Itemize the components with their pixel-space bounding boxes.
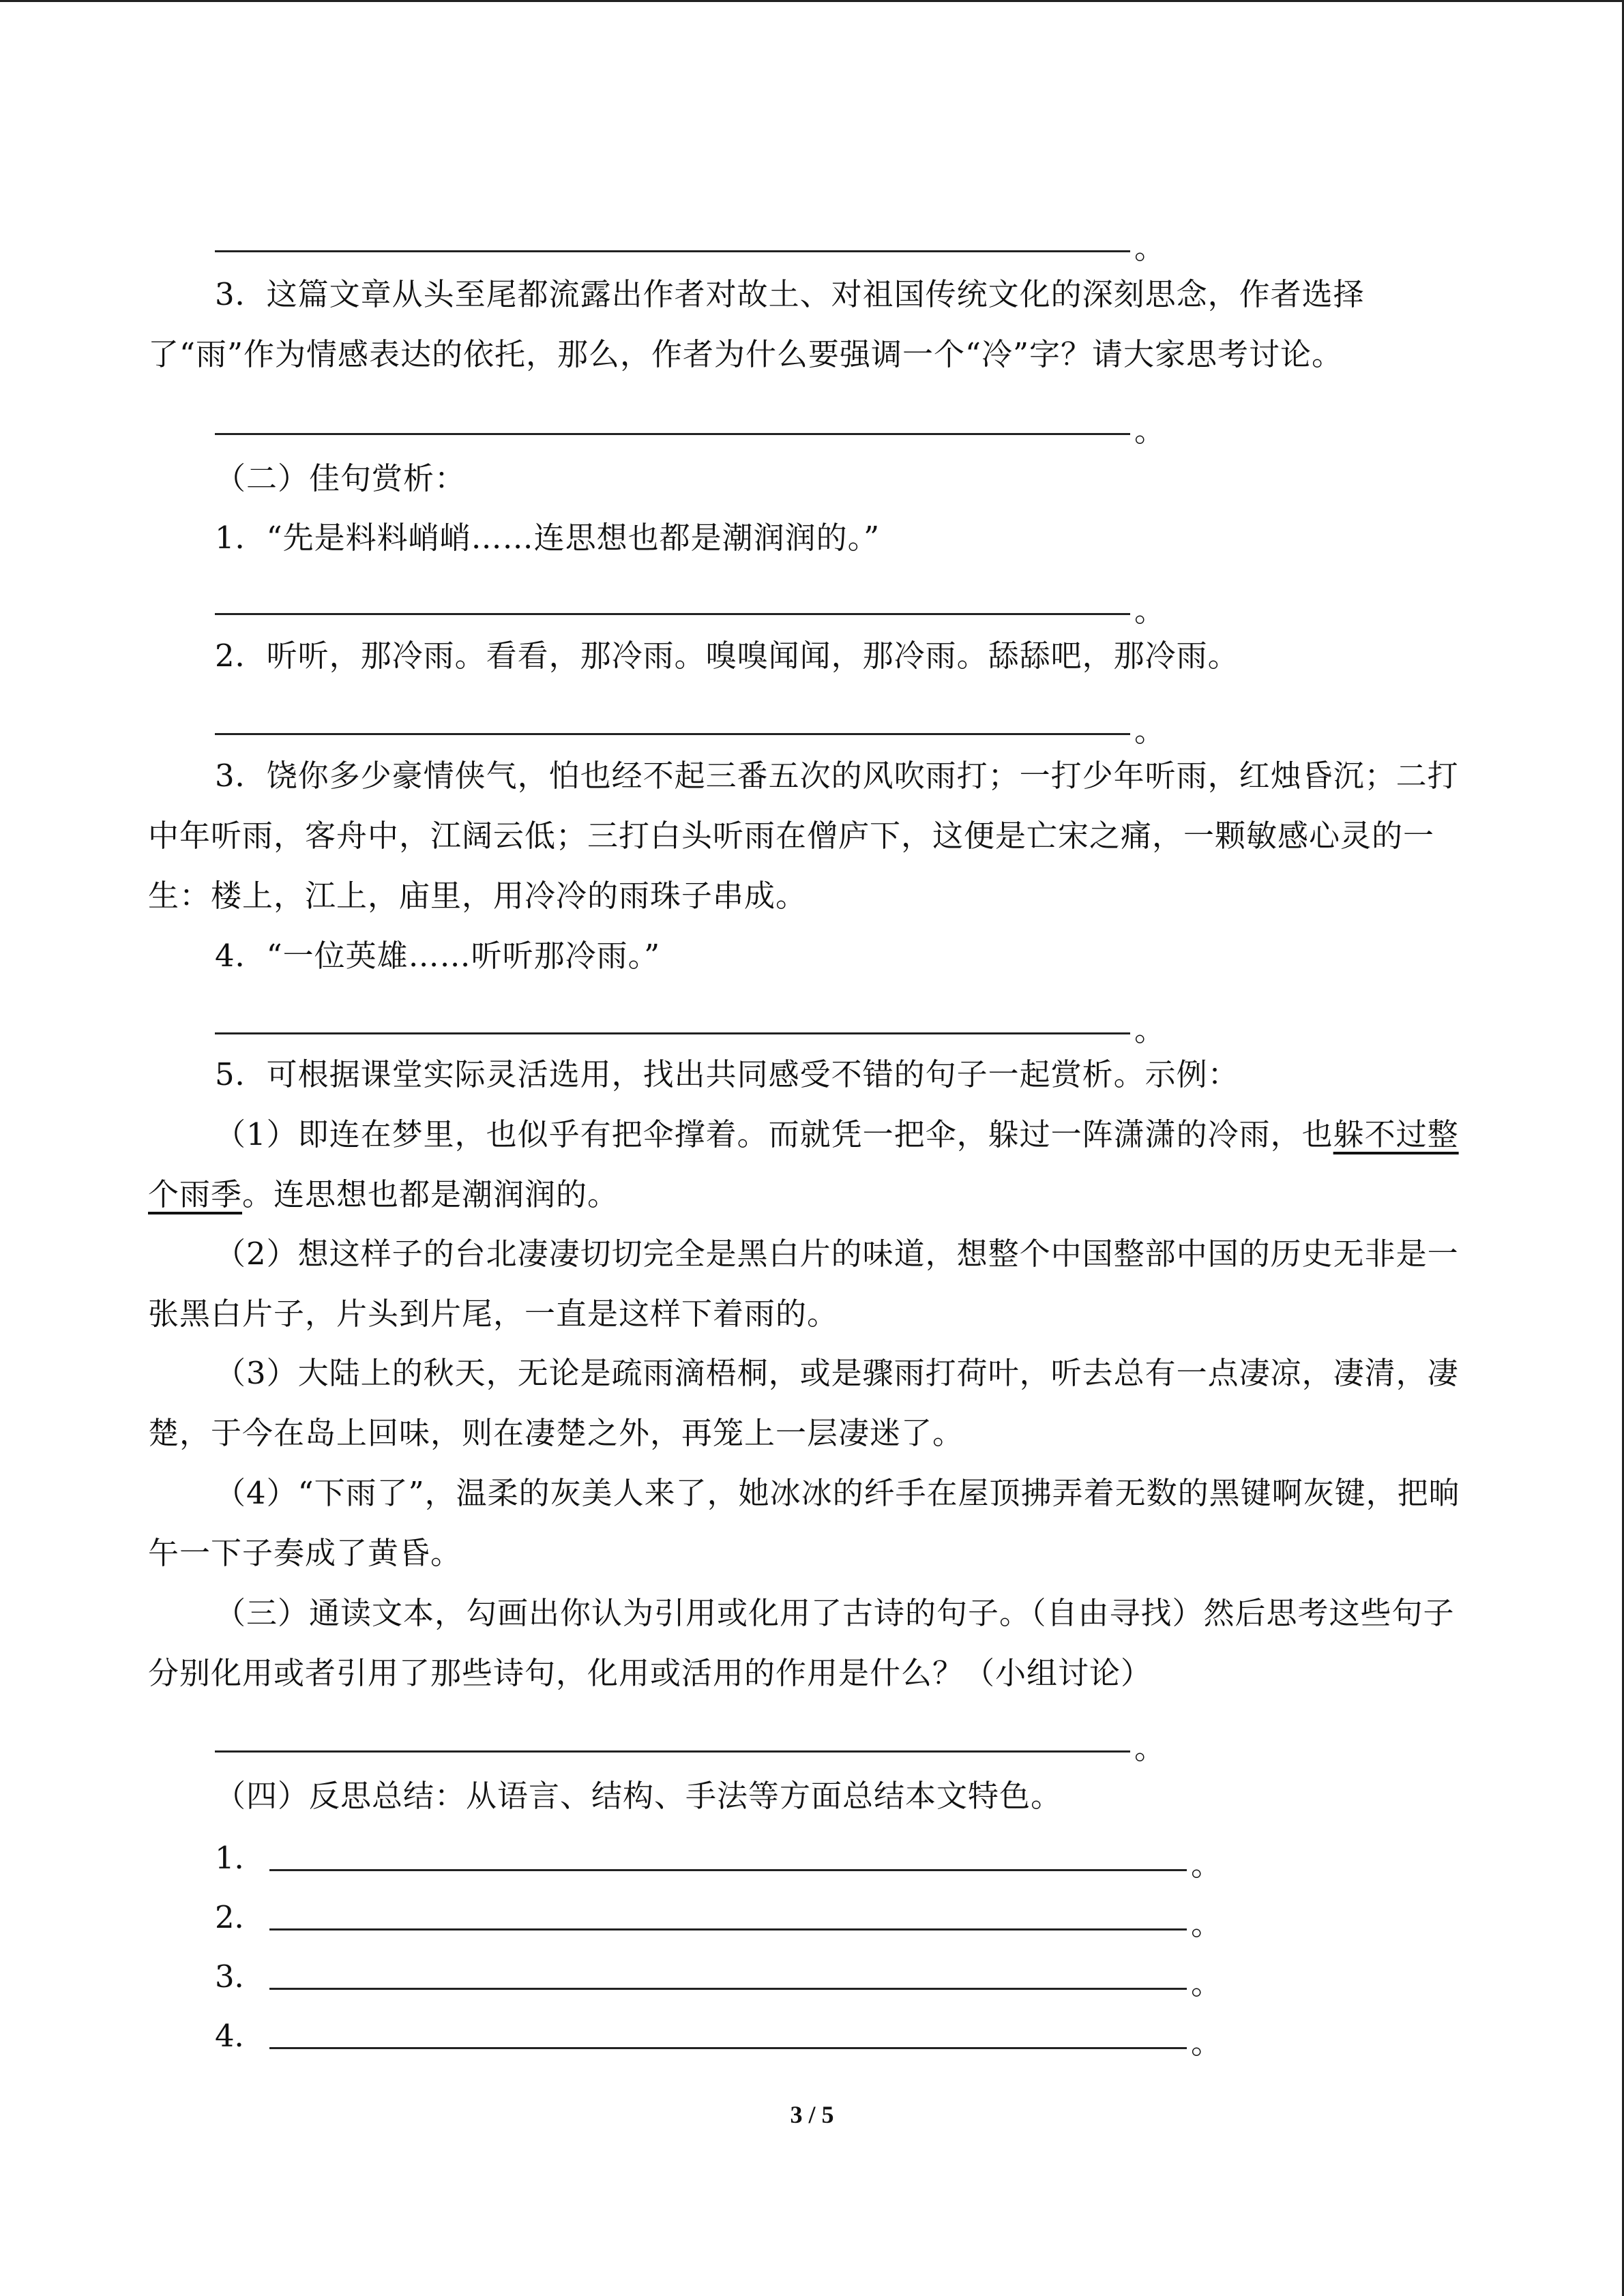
section-3: （三）通读文本，勾画出你认为引用或化用了古诗的句子。（自由寻找）然后思考这些句子分别化用或者引用了那些诗句，化用或活用的作用是什么？（小组讨论）	[148, 1595, 1455, 1691]
answer-line[interactable]: 。	[215, 708, 1165, 735]
section-2-title: （二）佳句赏析：	[215, 460, 467, 496]
example-2: （2）想这样子的台北凄凄切切完全是黑白片的味道，想整个中国整部中国的历史无非是一张黑白片子，片头到片尾，一直是这样下着雨的。	[148, 1236, 1459, 1332]
answer-line[interactable]: 。	[215, 1007, 1165, 1034]
sentence-2: 2．听听，那冷雨。看看，那冷雨。嗅嗅闻闻，那冷雨。舔舔吧，那冷雨。	[215, 638, 1239, 674]
sentence-4: 4．“一位英雄……听听那冷雨。”	[215, 938, 661, 974]
summary-line-3[interactable]: 3． 。	[215, 1958, 1222, 2001]
summary-line-2[interactable]: 2． 。	[215, 1899, 1222, 1942]
answer-line[interactable]: 。	[215, 588, 1165, 615]
summary-line-1[interactable]: 1． 。	[215, 1840, 1222, 1883]
sentence-1: 1．“先是料料峭峭……连思想也都是潮润润的。”	[215, 520, 881, 556]
page-number: 3 / 5	[790, 2101, 834, 2128]
answer-line[interactable]: 。	[215, 1725, 1165, 1753]
sentence-5: 5．可根据课堂实际灵活选用，找出共同感受不错的句子一起赏析。示例：	[215, 1056, 1239, 1092]
answer-line[interactable]: 。	[215, 408, 1165, 435]
summary-line-4[interactable]: 4． 。	[215, 2018, 1222, 2061]
section-4: （四）反思总结：从语言、结构、手法等方面总结本文特色。	[215, 1778, 1063, 1814]
answer-line[interactable]: 。	[215, 225, 1165, 252]
question-3: 3．这篇文章从头至尾都流露出作者对故土、对祖国传统文化的深刻思念，作者选择了“雨”作为情感表达的依托，那么，作者为什么要强调一个“冷”字？请大家思考讨论。	[148, 276, 1365, 372]
example-4: （4）“下雨了”，温柔的灰美人来了，她冰冰的纤手在屋顶拂弄着无数的黑键啊灰键，把晌午一下子奏成了黄昏。	[148, 1475, 1460, 1571]
sentence-3: 3．饶你多少豪情侠气，怕也经不起三番五次的风吹雨打；一打少年听雨，红烛昏沉；二打中年听雨，客舟中，江阔云低；三打白头听雨在僧庐下，这便是亡宋之痛，一颗敏感心灵的一生：楼上，江上，庙里，用冷冷的雨珠子串成。	[148, 758, 1459, 914]
example-3: （3）大陆上的秋天，无论是疏雨滴梧桐，或是骤雨打荷叶，听去总有一点凄凉，凄清，凄楚，于今在岛上回味，则在凄楚之外，再笼上一层凄迷了。	[148, 1355, 1459, 1451]
underlined-phrase: 躲不过整个雨季	[148, 1116, 1459, 1212]
example-1: （1）即连在梦里，也似乎有把伞撑着。而就凭一把伞，躲过一阵潇潇的冷雨，也躲不过整个雨季。连思想也都是潮润润的。	[148, 1116, 1459, 1212]
